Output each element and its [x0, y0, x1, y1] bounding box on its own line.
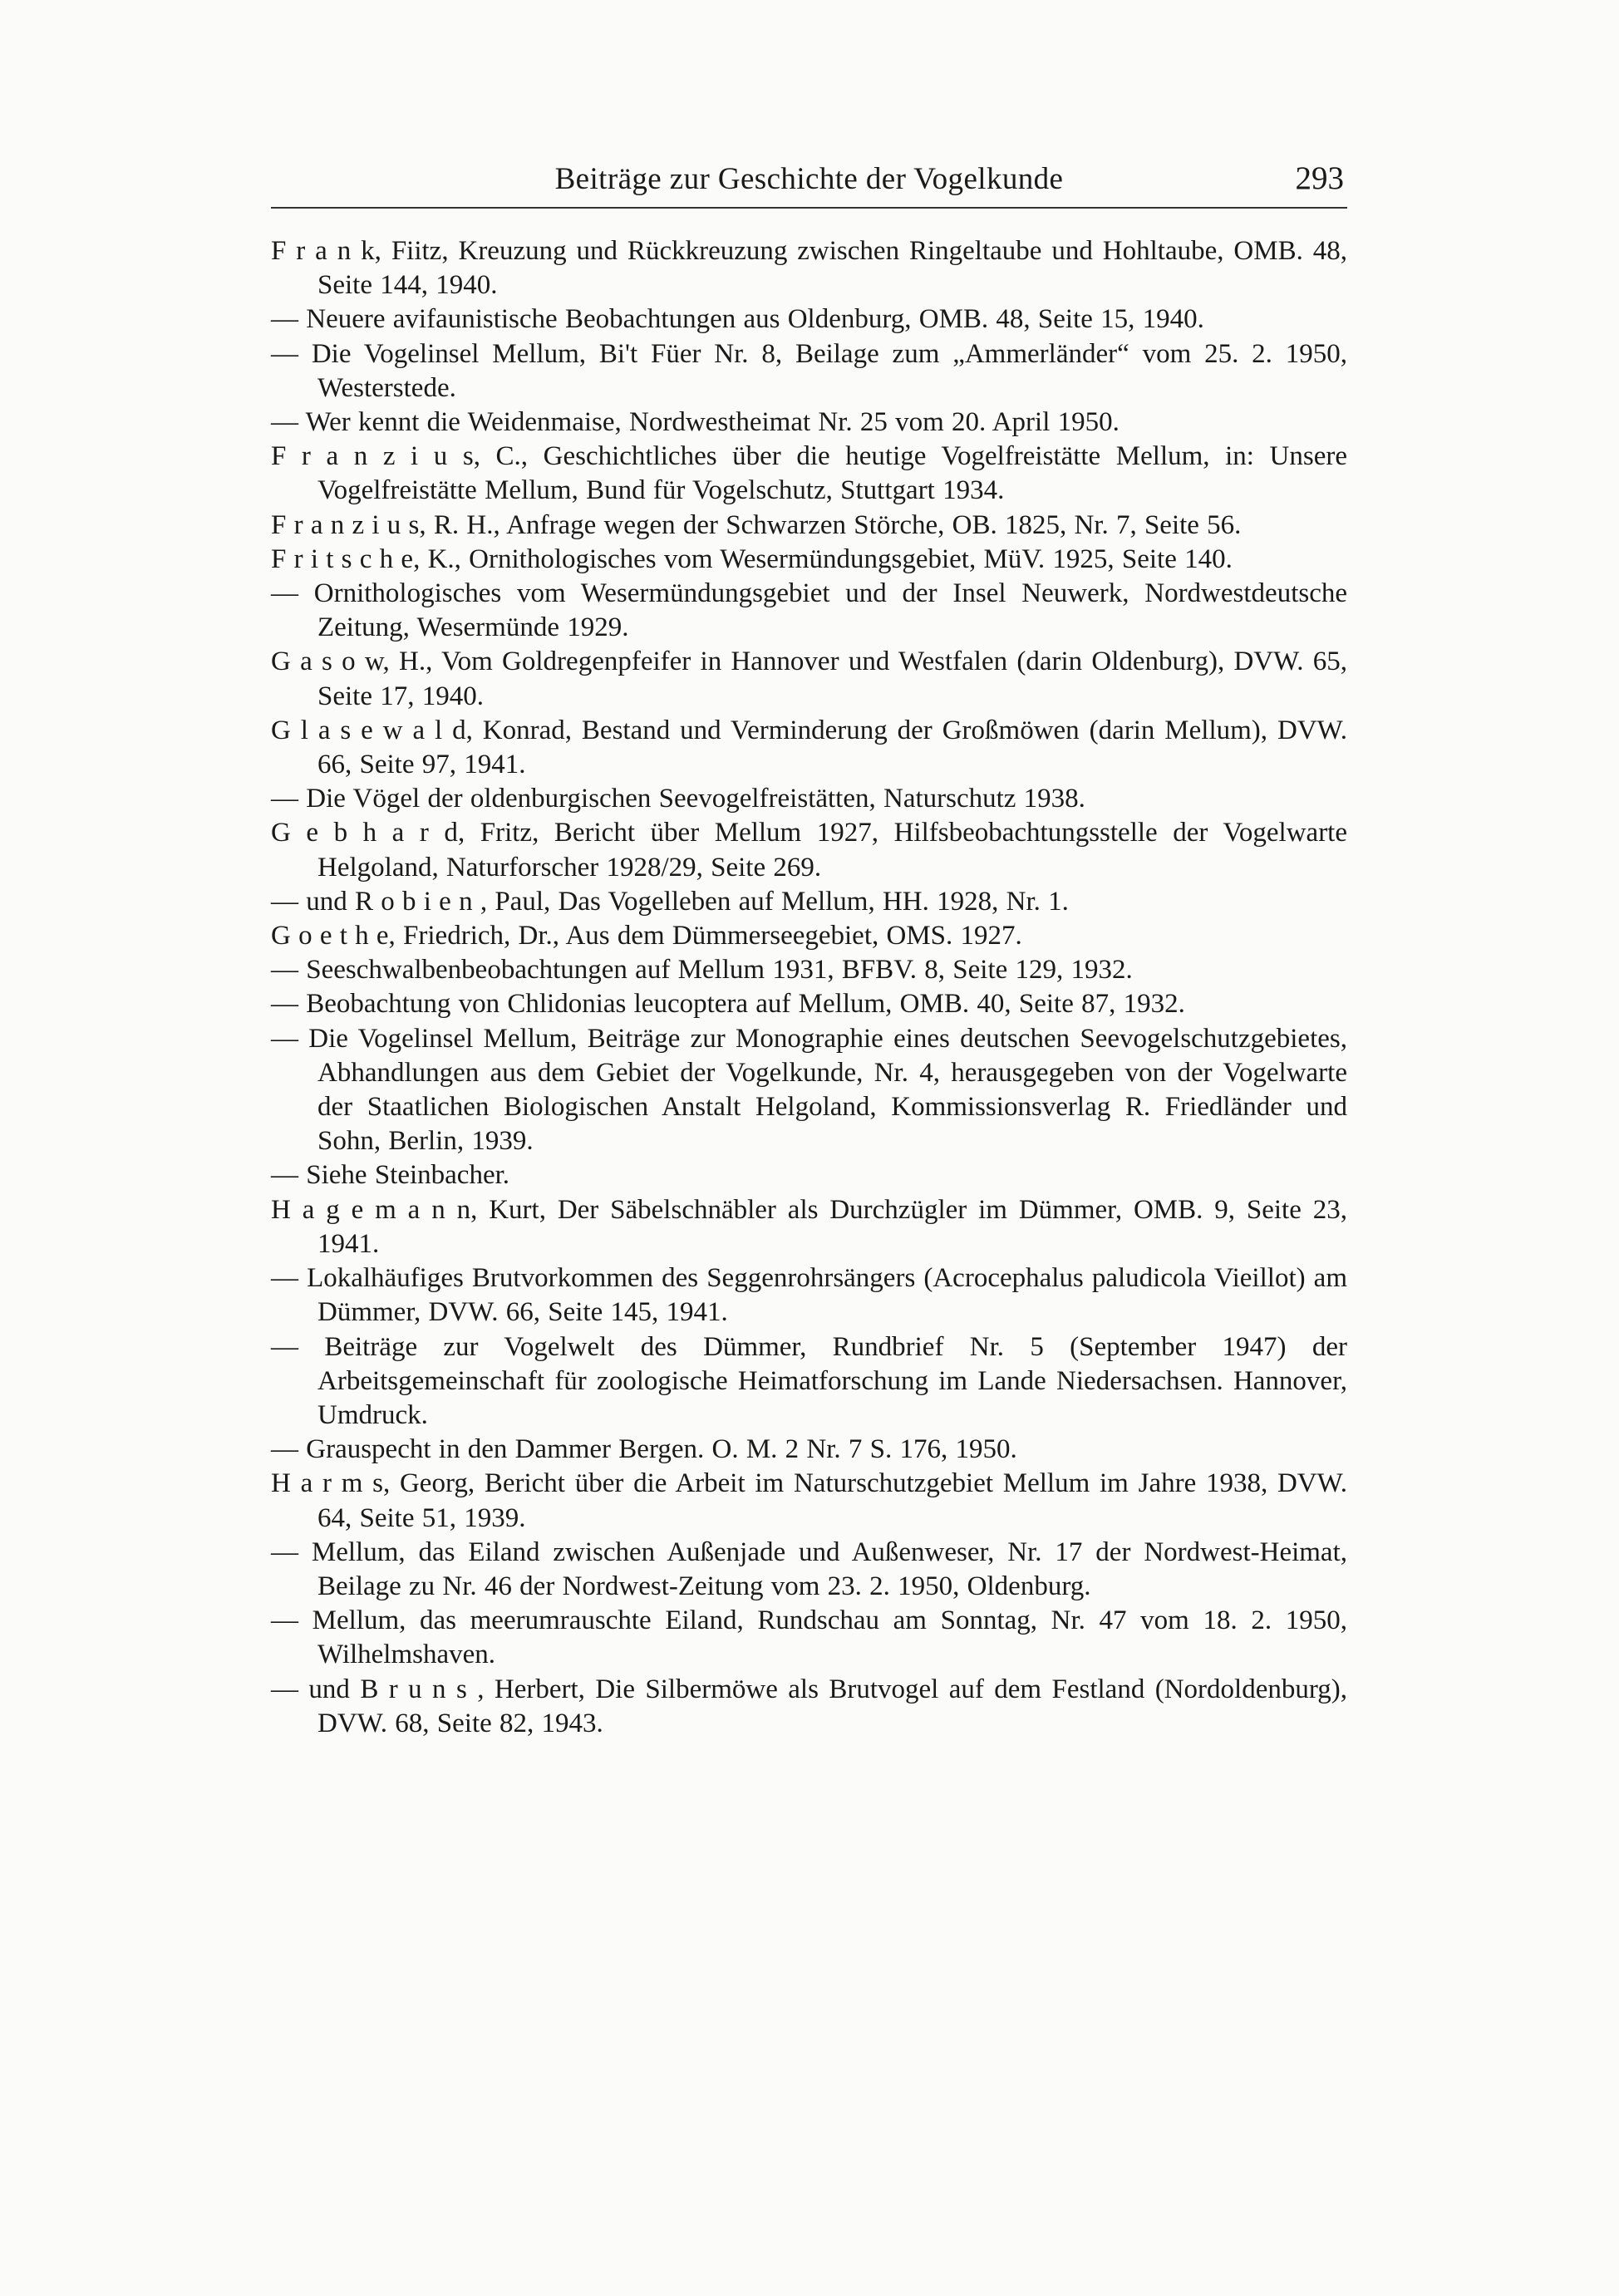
entry-text: und B r u n s , Herbert, Die Silbermöwe als Brutvogel auf dem Festland (Nordoldenburg), DVW. 68, Seite 82, 1943.	[298, 1674, 1347, 1738]
entry-lead: G a s o w	[271, 647, 383, 677]
entry-text: , Fiitz, Kreuzung und Rückkreuzung zwischen Ringeltaube und Hohltaube, OMB. 48, Seite 144, 1940.	[317, 236, 1347, 301]
entry-text: , Kurt, Der Säbelschnäbler als Durchzügler im Dümmer, OMB. 9, Seite 23, 1941.	[317, 1194, 1347, 1259]
entry-text: , Konrad, Bestand und Verminderung der Großmöwen (darin Mellum), DVW. 66, Seite 97, 1941.	[317, 715, 1347, 780]
page-header	[271, 156, 1347, 206]
bibliography-entry	[271, 1158, 1347, 1192]
entry-lead: —	[271, 1536, 298, 1567]
entry-lead: F r a n k	[271, 236, 375, 266]
entry-lead: F r i t s c h e	[271, 543, 414, 574]
entry-lead: —	[271, 886, 298, 917]
entry-text: Mellum, das Eiland zwischen Außenjade und Außenweser, Nr. 17 der Nordwest-Heimat, Beilage zu Nr. 46 der Nordwest-Zeitung vom 23. 2. 1950, Oldenburg.	[298, 1536, 1347, 1601]
bibliography-entry	[271, 645, 1347, 713]
entry-lead: —	[271, 407, 298, 438]
bibliography-entry	[271, 1467, 1347, 1535]
entry-text: , H., Vom Goldregenpfeifer in Hannover und Westfalen (darin Oldenburg), DVW. 65, Seite 17, 1940.	[317, 647, 1347, 711]
bibliography-list	[271, 234, 1347, 1741]
bibliography-entry	[271, 1673, 1347, 1741]
bibliography-entry	[271, 302, 1347, 337]
entry-lead: —	[271, 578, 298, 609]
bibliography-entry	[271, 406, 1347, 440]
entry-text: Ornithologisches vom Wesermündungsgebiet und der Insel Neuwerk, Nordwestdeutsche Zeitung, Wesermünde 1929.	[298, 578, 1347, 643]
entry-text: Seeschwalbenbeobachtungen auf Mellum 1931, BFBV. 8, Seite 129, 1932.	[298, 955, 1133, 986]
entry-lead: —	[271, 1434, 298, 1465]
entry-lead: —	[271, 338, 298, 369]
bibliography-entry	[271, 919, 1347, 953]
bibliography-entry	[271, 1536, 1347, 1604]
entry-text: Die Vogelinsel Mellum, Bi't Füer Nr. 8, Beilage zum „Ammerländer“ vom 25. 2. 1950, Westerstede.	[298, 338, 1347, 403]
entry-text: Neuere avifaunistische Beobachtungen aus Oldenburg, OMB. 48, Seite 15, 1940.	[298, 304, 1204, 335]
entry-lead: —	[271, 1674, 298, 1704]
entry-text: Siehe Steinbacher.	[298, 1160, 510, 1191]
bibliography-entry	[271, 953, 1347, 987]
entry-text: , C., Geschichtliches über die heutige Vogelfreistätte Mellum, in: Unsere Vogelfreistätte Mellum, Bund für Vogelschutz, Stuttgart 1934.	[317, 441, 1347, 506]
entry-lead: —	[271, 955, 298, 986]
entry-lead: G o e t h e	[271, 921, 389, 951]
bibliography-entry	[271, 1193, 1347, 1261]
entry-text: , R. H., Anfrage wegen der Schwarzen Störche, OB. 1825, Nr. 7, Seite 56.	[419, 509, 1242, 540]
entry-text: , Friedrich, Dr., Aus dem Dümmerseegebiet, OMS. 1927.	[388, 921, 1022, 951]
entry-text: Grauspecht in den Dammer Bergen. O. M. 2 Nr. 7 S. 176, 1950.	[298, 1434, 1017, 1465]
bibliography-entry	[271, 1330, 1347, 1433]
entry-lead: —	[271, 1160, 298, 1191]
entry-text: und R o b i e n , Paul, Das Vogelleben auf Mellum, HH. 1928, Nr. 1.	[298, 886, 1069, 917]
entry-text: Beobachtung von Chlidonias leucoptera auf Mellum, OMB. 40, Seite 87, 1932.	[298, 989, 1185, 1020]
entry-lead: G l a s e w a l d	[271, 715, 466, 745]
bibliography-entry	[271, 816, 1347, 884]
entry-text: Mellum, das meerumrauschte Eiland, Rundschau am Sonntag, Nr. 47 vom 18. 2. 1950, Wilhelmshaven.	[298, 1605, 1347, 1670]
entry-text: , K., Ornithologisches vom Wesermündungsgebiet, MüV. 1925, Seite 140.	[413, 543, 1233, 574]
entry-lead: H a r m s	[271, 1468, 383, 1499]
entry-text: Lokalhäufiges Brutvorkommen des Seggenrohrsängers (Acrocephalus paludicola Vieillot) am Dümmer, DVW. 66, Seite 145, 1941.	[298, 1263, 1347, 1328]
entry-text: , Georg, Bericht über die Arbeit im Naturschutzgebiet Mellum im Jahre 1938, DVW. 64, Seite 51, 1939.	[317, 1468, 1347, 1533]
entry-lead: —	[271, 784, 298, 814]
entry-lead: —	[271, 1263, 298, 1294]
bibliography-entry	[271, 885, 1347, 919]
bibliography-entry	[271, 337, 1347, 406]
entry-lead: F r a n z i u s	[271, 509, 420, 540]
header-rule	[271, 207, 1347, 209]
bibliography-entry	[271, 1604, 1347, 1672]
bibliography-entry	[271, 1433, 1347, 1467]
entry-text: Die Vogelinsel Mellum, Beiträge zur Monographie eines deutschen Seevogelschutzgebietes, Abhandlungen aus dem Gebiet der Vogelkunde, Nr. 4, herausgegeben von der Vogelwarte der Staatlichen Biologischen Anstalt Helgoland, Kommissionsverlag R. Friedländer und Sohn, Berlin, 1939.	[298, 1023, 1347, 1157]
entry-lead: —	[271, 304, 298, 335]
bibliography-entry	[271, 782, 1347, 816]
page-number: 293	[1295, 160, 1344, 196]
bibliography-entry	[271, 1022, 1347, 1159]
entry-lead: —	[271, 1605, 298, 1636]
bibliography-entry	[271, 577, 1347, 645]
bibliography-entry	[271, 509, 1347, 543]
entry-lead: F r a n z i u s	[271, 441, 474, 472]
bibliography-entry	[271, 234, 1347, 302]
bibliography-entry	[271, 543, 1347, 577]
entry-text: , Fritz, Bericht über Mellum 1927, Hilfsbeobachtungsstelle der Vogelwarte Helgoland, Naturforscher 1928/29, Seite 269.	[317, 818, 1347, 883]
bibliography-entry	[271, 1261, 1347, 1330]
bibliography-entry	[271, 987, 1347, 1021]
entry-lead: H a g e m a n n	[271, 1194, 471, 1225]
entry-text: Wer kennt die Weidenmaise, Nordwestheimat Nr. 25 vom 20. April 1950.	[298, 407, 1120, 438]
running-title: Beiträge zur Geschichte der Vogelkunde	[554, 162, 1064, 196]
entry-lead: G e b h a r d	[271, 818, 458, 848]
entry-text: Beiträge zur Vogelwelt des Dümmer, Rundbrief Nr. 5 (September 1947) der Arbeitsgemeinschaft für zoologische Heimatforschung im Lande Niedersachsen. Hannover, Umdruck.	[298, 1331, 1347, 1430]
entry-lead: —	[271, 1331, 298, 1362]
entry-lead: —	[271, 989, 298, 1020]
entry-lead: —	[271, 1023, 298, 1054]
entry-text: Die Vögel der oldenburgischen Seevogelfreistätten, Naturschutz 1938.	[298, 784, 1085, 814]
bibliography-entry	[271, 714, 1347, 782]
bibliography-entry	[271, 440, 1347, 508]
